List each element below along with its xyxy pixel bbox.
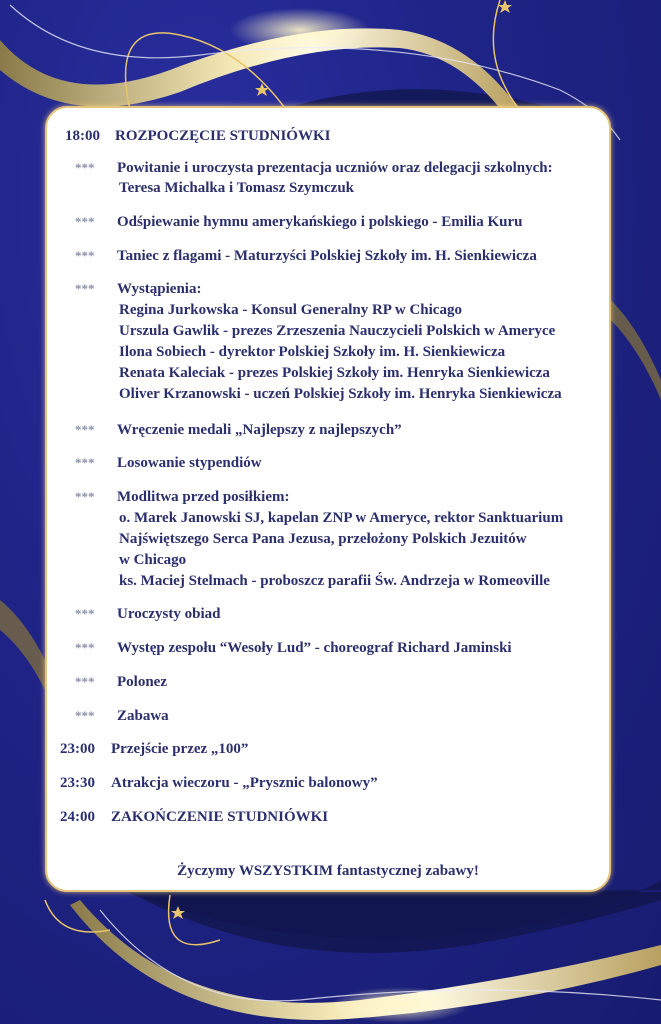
item-marker: *** xyxy=(75,708,95,723)
gold-ribbon-right xyxy=(611,300,661,400)
prayer-detail: ks. Maciej Stelmach - proboszcz parafii Św. Andrzeja w Romeoville xyxy=(119,573,550,589)
item-marker: *** xyxy=(75,422,95,437)
starry-arc-bottom-body xyxy=(130,892,661,953)
prayer-detail: w Chicago xyxy=(119,552,187,568)
program-item-anthems: Odśpiewanie hymnu amerykańskiego i polskiego - Emilia Kuru xyxy=(117,214,523,230)
program-item-detail: Teresa Michalka i Tomasz Szymczuk xyxy=(119,180,355,196)
program-item-performance: Występ zespołu “Wesoły Lud” - choreograf Richard Jaminski xyxy=(117,640,512,656)
item-marker: *** xyxy=(75,281,95,296)
item-marker: *** xyxy=(75,455,95,470)
timed-time: 23:30 xyxy=(60,775,95,791)
speaker: Regina Jurkowska - Konsul Generalny RP w Chicago xyxy=(119,302,462,318)
item-marker: *** xyxy=(75,640,95,655)
prayer-detail: Najświętszego Serca Pana Jezusa, przełożony Polskich Jezuitów xyxy=(119,531,527,547)
prayer-detail: o. Marek Janowski SJ, kapelan ZNP w Ameryce, rektor Sanktuarium xyxy=(119,510,564,526)
item-marker: *** xyxy=(75,160,95,175)
program-item-welcome: Powitanie i uroczysta prezentacja uczniów oraz delegacji szkolnych: xyxy=(117,160,553,176)
program-item-dinner: Uroczysty obiad xyxy=(117,606,221,622)
timed-label: Atrakcja wieczoru - „Prysznic balonowy” xyxy=(111,775,378,791)
item-marker: *** xyxy=(75,674,95,689)
program-item-flag-dance: Taniec z flagami - Maturzyści Polskiej Szkoły im. H. Sienkiewicza xyxy=(117,248,537,264)
speaker: Urszula Gawlik - prezes Zrzeszenia Nauczycieli Polskich w Ameryce xyxy=(119,323,556,339)
star-icon xyxy=(255,83,269,96)
gold-ribbon-left xyxy=(0,600,45,690)
closing-wish: Życzymy WSZYSTKIM fantastycznej zabawy! xyxy=(177,863,479,879)
item-marker: *** xyxy=(75,248,95,263)
speaker: Renata Kaleciak - prezes Polskiej Szkoły im. Henryka Sienkiewicza xyxy=(119,365,550,381)
item-marker: *** xyxy=(75,606,95,621)
item-marker: *** xyxy=(75,214,95,229)
program-item-speeches: Wystąpienia: xyxy=(117,281,202,297)
timed-time: 24:00 xyxy=(60,809,95,825)
timed-time: 23:00 xyxy=(60,741,95,757)
opening-label: ROZPOCZĘCIE STUDNIÓWKI xyxy=(115,128,331,144)
program-item-prayer: Modlitwa przed posiłkiem: xyxy=(117,489,290,505)
program-card xyxy=(45,106,611,892)
timed-label: Przejście przez „100” xyxy=(111,741,249,757)
program-item-medals: Wręczenie medali „Najlepszy z najlepszych” xyxy=(117,422,402,438)
opening-time: 18:00 xyxy=(65,128,100,144)
program-item-scholarships: Losowanie stypendiów xyxy=(117,455,262,471)
closing-label: ZAKOŃCZENIE STUDNIÓWKI xyxy=(111,809,329,825)
program-item-polonez: Polonez xyxy=(117,674,167,690)
glow-top xyxy=(230,8,370,52)
program-item-party: Zabawa xyxy=(117,708,169,724)
item-marker: *** xyxy=(75,489,95,504)
speaker: Oliver Krzanowski - uczeń Polskiej Szkoły im. Henryka Sienkiewicza xyxy=(119,386,562,402)
speaker: Ilona Sobiech - dyrektor Polskiej Szkoły im. H. Sienkiewicza xyxy=(119,344,506,360)
